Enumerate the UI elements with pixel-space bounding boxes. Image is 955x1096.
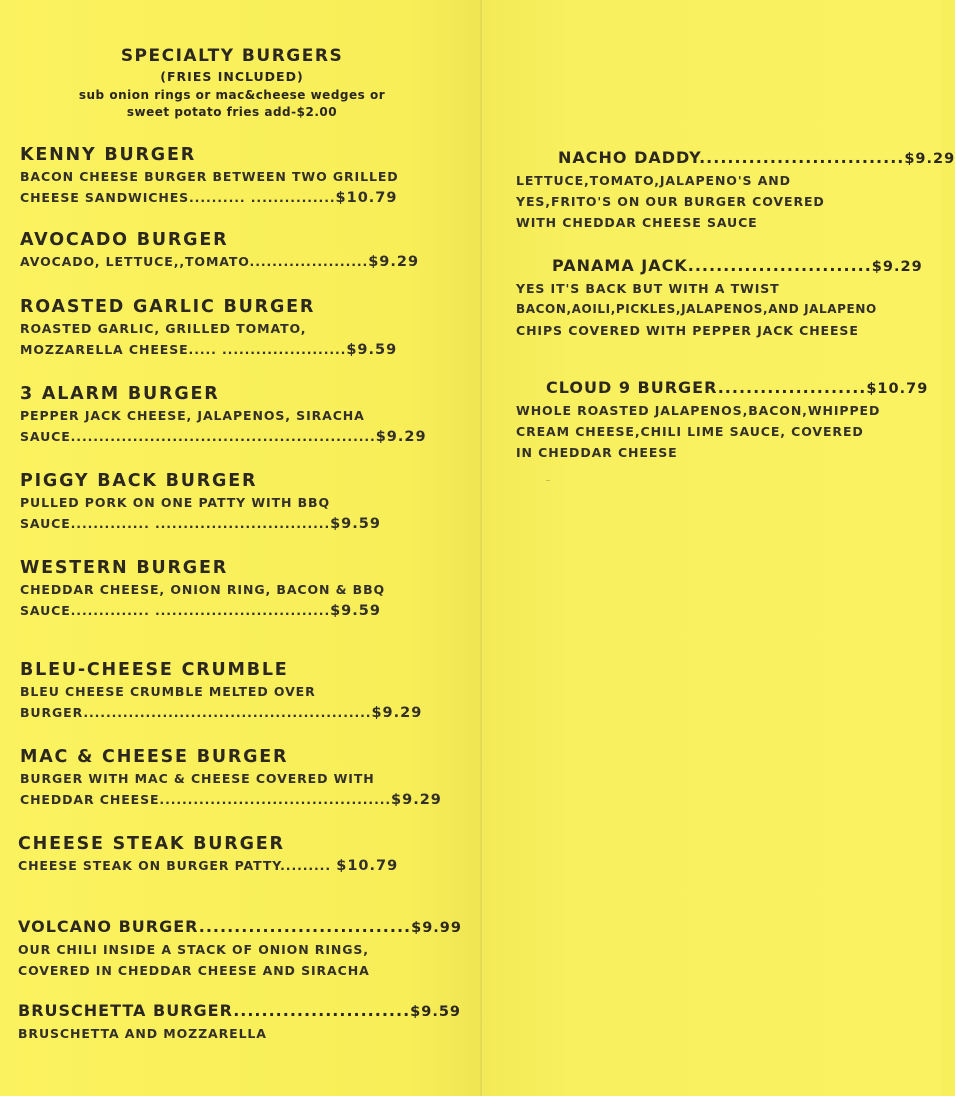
item-desc-line-1: ROASTED GARLIC, GRILLED TOMATO, (20, 321, 307, 336)
item-desc-line-2: COVERED IN CHEDDAR CHEESE AND SIRACHA (18, 963, 370, 978)
item-desc-line-1: BLEU CHEESE CRUMBLE MELTED OVER (20, 684, 316, 699)
item-desc-text: AVOCADO, LETTUCE,,TOMATO..................... (20, 254, 369, 269)
item-desc-line-1: PULLED PORK ON ONE PATTY WITH BBQ (20, 495, 330, 510)
item-price: $9.59 (410, 1004, 462, 1020)
item-price: $10.79 (336, 858, 399, 874)
item-name-line (18, 1000, 461, 1023)
item-desc-line-1: BURGER WITH MAC & CHEESE COVERED WITH (20, 771, 375, 786)
item-desc-line-2: BACON,AOILI,PICKLES,JALAPENOS,AND JALAPENO (516, 302, 877, 316)
item-desc-text: SAUCE.............. ............................... (20, 516, 331, 531)
item-desc-text: BURGER................................................... (20, 705, 372, 720)
item-name: MAC & CHEESE BURGER (20, 747, 289, 767)
paper-fold (480, 0, 483, 1096)
item-desc-line-3: IN CHEDDAR CHEESE (516, 445, 678, 460)
item-name-line (516, 147, 955, 170)
item-name-line (18, 916, 462, 939)
item-name: VOLCANO BURGER.............................. (18, 917, 412, 936)
item-name-line (516, 377, 928, 400)
item-desc-line-1: BACON CHEESE BURGER BETWEEN TWO GRILLED (20, 169, 399, 184)
menu-item-mac-cheese-burger (20, 746, 442, 811)
item-name: PANAMA JACK.......................... (552, 256, 872, 275)
item-desc-text: CHEESE SANDWICHES.......... ............... (20, 190, 336, 205)
item-desc-text: MOZZARELLA CHEESE..... ...................... (20, 342, 347, 357)
menu-item-avocado-burger (20, 229, 419, 273)
item-name-line (516, 255, 923, 278)
menu-item-nacho-daddy (516, 147, 955, 233)
item-name: PIGGY BACK BURGER (20, 471, 258, 491)
item-desc-line-3: WITH CHEDDAR CHEESE SAUCE (516, 215, 758, 230)
item-name: CHEESE STEAK BURGER (18, 834, 285, 854)
paper-speck (546, 480, 550, 481)
menu-item-kenny-burger (20, 144, 399, 209)
menu-item-western-burger (20, 557, 385, 622)
item-desc-line-2 (20, 339, 397, 361)
item-desc-line-2 (20, 789, 442, 811)
menu-header (20, 46, 444, 121)
item-desc-line-1 (20, 251, 419, 273)
section-title: SPECIALTY BURGERS (120, 46, 344, 66)
item-price: $10.79 (866, 381, 929, 397)
item-price: $10.79 (335, 190, 398, 206)
item-desc-text: CHEDDAR CHEESE......................................... (20, 792, 392, 807)
item-name: KENNY BURGER (20, 145, 196, 165)
item-desc-line-2 (20, 513, 381, 535)
item-name: ROASTED GARLIC BURGER (20, 297, 316, 317)
item-price: $9.29 (371, 705, 423, 721)
item-price: $9.29 (368, 254, 420, 270)
menu-item-3-alarm-burger (20, 383, 427, 448)
item-desc-text: SAUCE.............. ............................... (20, 603, 331, 618)
menu-item-cheese-steak-burger (18, 833, 398, 877)
item-desc-line-2 (20, 187, 399, 209)
item-name: CLOUD 9 BURGER..................... (546, 378, 867, 397)
menu-item-roasted-garlic-burger (20, 296, 397, 361)
item-name: AVOCADO BURGER (20, 230, 229, 250)
item-desc-line-1: PEPPER JACK CHEESE, JALAPENOS, SIRACHA (20, 408, 365, 423)
item-desc-line-2: CREAM CHEESE,CHILI LIME SAUCE, COVERED (516, 424, 864, 439)
item-price: $9.99 (411, 920, 462, 936)
item-desc-line-2 (20, 600, 385, 622)
item-price: $9.29 (871, 259, 923, 275)
item-price: $9.59 (330, 516, 381, 532)
item-price: $9.29 (904, 151, 955, 167)
menu-item-piggy-back-burger (20, 470, 381, 535)
item-desc-line-1: OUR CHILI INSIDE A STACK OF ONION RINGS, (18, 942, 369, 957)
item-desc-line-1: CHEDDAR CHEESE, ONION RING, BACON & BBQ (20, 582, 386, 597)
substitution-note-line-1: sub onion rings or mac&cheese wedges or (78, 88, 386, 102)
item-name: BRUSCHETTA BURGER......................... (18, 1001, 411, 1020)
item-desc-line-2 (20, 702, 422, 724)
menu-item-panama-jack (516, 255, 923, 341)
item-price: $9.29 (391, 792, 442, 808)
item-name: NACHO DADDY............................. (558, 148, 905, 167)
item-price: $9.59 (346, 342, 398, 358)
item-desc-line-3: CHIPS COVERED WITH PEPPER JACK CHEESE (516, 323, 859, 338)
item-desc-line-2: YES,FRITO'S ON OUR BURGER COVERED (516, 194, 825, 209)
item-desc-text: SAUCE...................................................... (20, 429, 376, 444)
item-desc-line-1: LETTUCE,TOMATO,JALAPENO'S AND (516, 173, 791, 188)
section-subtitle: (FRIES INCLUDED) (160, 69, 304, 84)
item-price: $9.59 (330, 603, 381, 619)
menu-item-cloud-9-burger (516, 377, 928, 463)
substitution-note (20, 87, 444, 121)
menu-item-bruschetta-burger (18, 1000, 461, 1044)
item-price: $9.29 (375, 429, 427, 445)
item-desc-line-1 (18, 855, 398, 877)
item-desc-line-1: WHOLE ROASTED JALAPENOS,BACON,WHIPPED (516, 403, 881, 418)
menu-item-volcano-burger (18, 916, 462, 981)
item-desc-line-1: YES IT'S BACK BUT WITH A TWIST (516, 281, 780, 296)
item-desc-line-2 (20, 426, 427, 448)
item-desc-text: CHEESE STEAK ON BURGER PATTY......... (18, 858, 331, 873)
menu-item-bleu-cheese-crumble (20, 659, 422, 724)
item-name: 3 ALARM BURGER (20, 384, 220, 404)
item-name: BLEU-CHEESE CRUMBLE (20, 660, 289, 680)
substitution-note-line-2: sweet potato fries add-$2.00 (126, 105, 338, 119)
item-name: WESTERN BURGER (20, 558, 228, 578)
item-desc-line-1: BRUSCHETTA AND MOZZARELLA (18, 1026, 267, 1041)
